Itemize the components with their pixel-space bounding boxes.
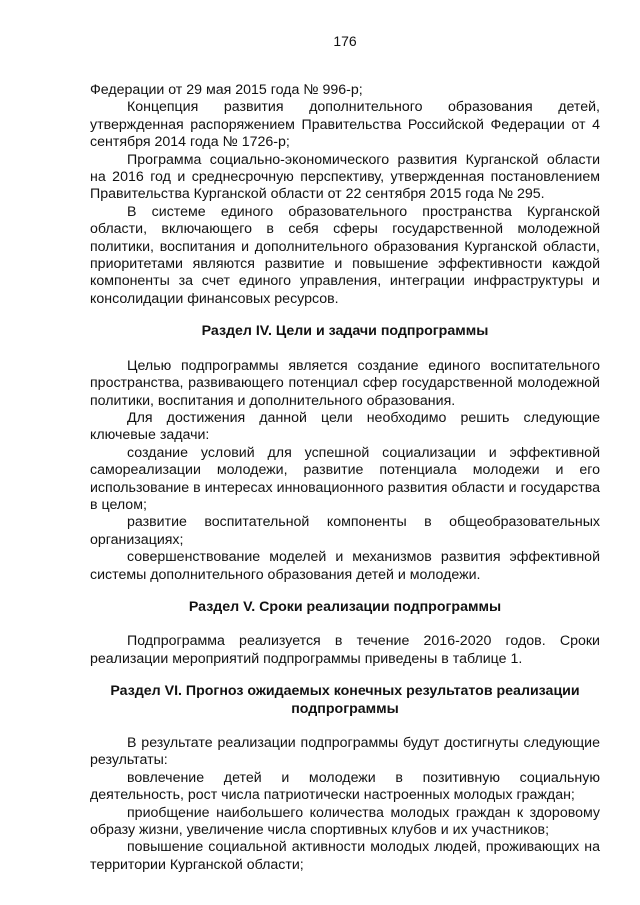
section-4-paragraph-1: Целью подпрограммы является создание единого воспитательного пространства, развивающего потенциал сфер государственной молодежной политики, воспитания и дополнительного образования. [90,357,600,409]
section-4-paragraph-5: совершенствование моделей и механизмов развития эффективной системы дополнительного образования детей и молодежи. [90,549,600,583]
section-6-paragraph-1: В результате реализации подпрограммы будут достигнуты следующие результаты: [90,735,600,769]
intro-paragraph-2: Концепция развития дополнительного образования детей, утвержденная распоряжением Правительства Российской Федерации от 4 сентября 2014 года № 1726-р; [90,99,600,151]
section-6-paragraph-3: приобщение наибольшего количества молодых граждан к здоровому образу жизни, увеличение числа спортивных клубов и их участников; [90,804,600,839]
section-5-paragraph-1: Подпрограмма реализуется в течение 2016-2020 годов. Сроки реализации мероприятий подпрограммы приведены в таблице 1. [90,633,600,667]
page-number: 176 [333,33,357,49]
intro-paragraph-4: В системе единого образовательного пространства Курганской области, включающего в себя сферы государственной молодежной политики, воспитания и дополнительного образования Курганской области, приоритетами являются развитие и повышение эффективности каждой компоненты за счет единого управления, интеграции инфраструктуры и консолидации финансовых ресурсов. [90,203,600,307]
section-4-paragraph-2: Для достижения данной цели необходимо решить следующие ключевые задачи: [90,409,600,444]
section-4-paragraph-3: создание условий для успешной социализации и эффективной самореализации молодежи, развитие потенциала молодежи и его использование в интересах инновационного развития области и государства в целом; [90,444,600,513]
section-5-heading: Раздел V. Сроки реализации подпрограммы [188,598,502,615]
section-6-heading [90,683,600,718]
document-body [90,82,600,874]
section-6-paragraph-2: вовлечение детей и молодежи в позитивную социальную деятельность, рост числа патриотически настроенных молодых граждан; [90,769,600,804]
intro-paragraph-1: Федерации от 29 мая 2015 года № 996-р; [90,82,363,98]
section-6-paragraph-4: повышение социальной активности молодых людей, проживающих на территории Курганской области; [90,839,600,873]
section-6-heading-line-2: подпрограммы [291,700,399,717]
section-4-paragraph-4: развитие воспитательной компоненты в общеобразовательных организациях; [90,514,600,548]
section-6-heading-line-1: Раздел VI. Прогноз ожидаемых конечных результатов реализации [110,683,580,700]
intro-paragraph-3: Программа социально-экономического развития Курганской области на 2016 год и среднесрочную перспективу, утвержденная постановлением Правительства Курганской области от 22 сентября 2015 года № 295. [90,151,600,203]
section-4-heading: Раздел IV. Цели и задачи подпрограммы [201,323,489,340]
